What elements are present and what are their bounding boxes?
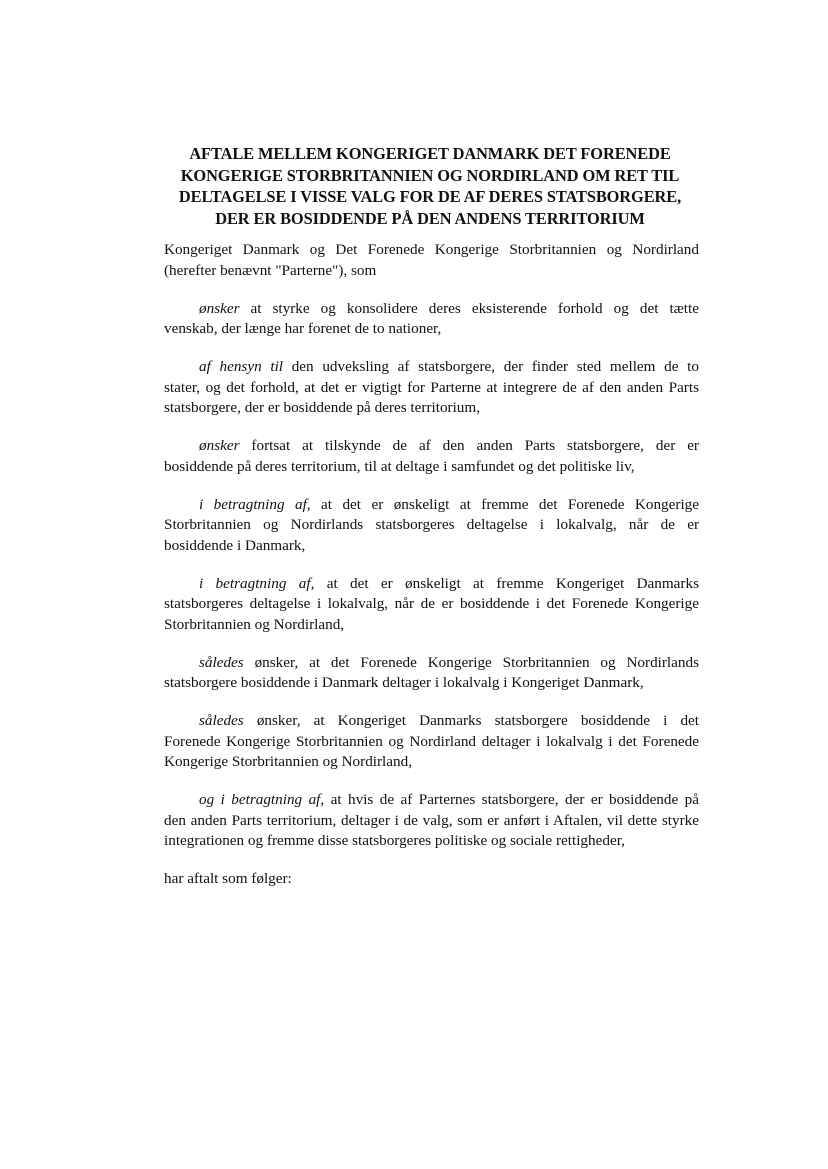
recital-lead: af hensyn til [199,358,284,375]
title-line: AFTALE MELLEM KONGERIGET DANMARK DET FORENEDE [189,144,671,163]
title-line: KONGERIGE STORBRITANNIEN OG NORDIRLAND OM RET TIL [180,165,680,185]
text-line: (herefter benævnt "Parterne"), som [164,261,377,279]
document-body [164,240,699,907]
text-line: statsborgere, der er bosiddende på deres territorium, [164,399,481,416]
recital-text: ønsker, at Kongeriget Danmarks statsborgere bosiddende i det [243,712,699,729]
recital-lead: i betragtning af, [199,574,315,592]
text-line: Kongeriget Danmark og Det Forenede Kongerige Storbritannien og Nordirland [164,241,699,258]
document-title [150,143,710,229]
recital-paragraph [164,495,699,557]
recital-lead: og i betragtning af, [199,791,325,808]
recital-paragraph [164,436,699,477]
recital-lead: således [199,653,244,671]
text-line: Forenede Kongerige Storbritannien og Nordirland deltager i lokalvalg i det Forenede [164,732,699,750]
text-line: den anden Parts territorium, deltager i de valg, som er anført i Aftalen, vil dette styrke [164,811,699,829]
recital-paragraph [164,357,699,419]
text-line: Storbritannien og Nordirlands statsborgeres deltagelse i lokalvalg, når de er [164,516,699,533]
text-line: Storbritannien og Nordirland, [164,615,345,633]
recital-paragraph [164,653,699,694]
text-line: har aftalt som følger: [164,870,292,887]
text-line [164,574,699,595]
intro-paragraph [164,240,699,281]
text-line: venskab, der længe har forenet de to nationer, [164,320,442,337]
text-line [164,299,699,320]
recital-text: ønsker, at det Forenede Kongerige Storbritannien og Nordirlands [243,653,699,671]
title-line: DER ER BOSIDDENDE PÅ DEN ANDENS TERRITORIUM [215,208,645,228]
closing-line [164,869,699,890]
recital-paragraph [164,574,699,636]
recital-lead: i betragtning af, [199,495,311,513]
recital-text: den udveksling af statsborgere, der finder sted mellem de to [283,358,699,375]
recital-text: fortsat at tilskynde de af den anden Parts statsborgere, der er [239,437,699,454]
recital-paragraph [164,299,699,340]
recital-lead: ønsker [199,437,240,454]
text-line [164,653,699,674]
text-line: integrationen og fremme disse statsborgeres politiske og sociale rettigheder, [164,832,625,849]
text-line: bosiddende på deres territorium, til at deltage i samfundet og det politiske liv, [164,457,635,475]
text-line [164,436,699,457]
recital-text: at det er ønskeligt at fremme Kongeriget Danmarks [314,574,699,592]
recital-lead: ønsker [199,299,240,317]
recital-text: at det er ønskeligt at fremme det Forenede Kongerige [310,495,699,513]
text-line: stater, og det forhold, at det er vigtigt for Parterne at integrere de af den anden Parts [164,378,699,396]
recital-paragraph [164,790,699,852]
text-line [164,495,699,516]
text-line [164,711,699,732]
recital-text: at hvis de af Parternes statsborgere, der er bosiddende på [324,791,699,808]
title-line: DELTAGELSE I VISSE VALG FOR DE AF DERES STATSBORGERE, [178,187,682,206]
recital-lead: således [199,712,244,729]
text-line: bosiddende i Danmark, [164,536,306,554]
text-line [164,790,699,811]
text-line [164,357,699,378]
text-line: statsborgere bosiddende i Danmark deltager i lokalvalg i Kongeriget Danmark, [164,674,644,691]
recital-text: at styrke og konsolidere deres eksisterende forhold og det tætte [239,299,699,317]
text-line: Kongerige Storbritannien og Nordirland, [164,753,413,770]
recital-paragraph [164,711,699,773]
text-line: statsborgeres deltagelse i lokalvalg, når de er bosiddende i det Forenede Kongerige [164,595,699,612]
